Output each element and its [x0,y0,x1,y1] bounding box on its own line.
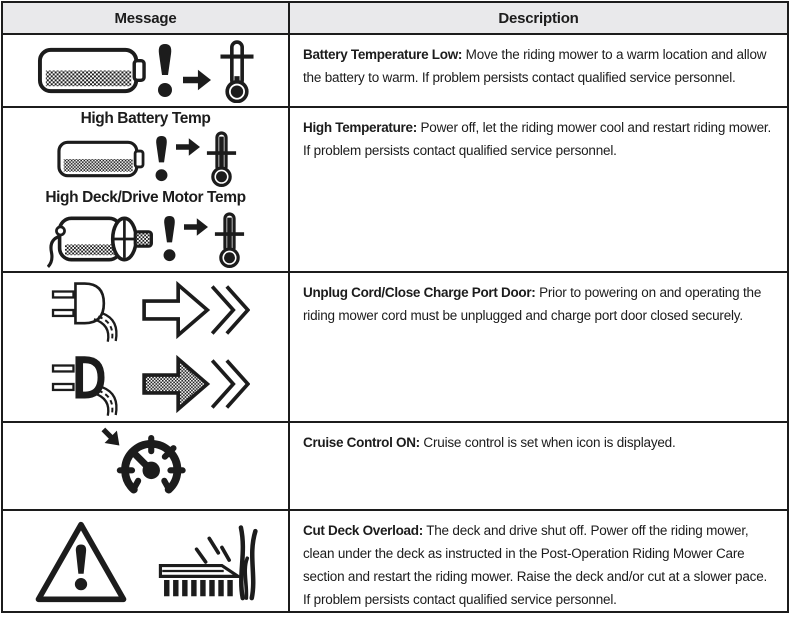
speedometer-cruise-icon [90,425,202,507]
battery-icon [55,136,147,182]
grass-cut-overload-icon [155,520,259,602]
column-header-description: Description [289,2,788,34]
arrow-right-icon [184,218,208,236]
thermometer-high-icon [214,211,245,268]
description-title: Unplug Cord/Close Charge Port Door: [303,285,536,300]
high-deck-drive-motor-temp-label: High Deck/Drive Motor Temp [45,189,246,206]
cruise-control-pictogram [5,425,286,507]
warning-triangle-icon [33,519,129,604]
thermometer-high-icon [206,130,237,187]
table-row-high-temperature [2,107,788,272]
high-temp-pictograms [5,110,286,269]
description-text [303,519,774,611]
table-row-battery-temp-low [2,34,788,107]
table-header-row [2,2,788,34]
thermometer-low-icon [219,39,255,103]
cut-deck-overload-pictogram [5,519,286,604]
table-row-cut-deck-overload [2,510,788,612]
message-description-table [1,1,789,613]
message-cell [2,34,289,107]
description-body: Move the riding mower to a warm location and allow the battery to warm. If problem persists contact qualified service personnel. [303,47,767,85]
column-header-message: Message [2,2,289,34]
high-deck-drive-motor-temp-pictogram [47,209,245,269]
description-title: Battery Temperature Low: [303,47,463,62]
high-battery-temp-pictogram [55,130,237,187]
description-body: Cruise control is set when icon is displayed. [423,435,676,450]
description-cell [289,107,788,272]
description-text [303,281,774,327]
plug-arrow-filled-pictogram [42,351,250,417]
message-cell [2,422,289,510]
description-text [303,431,774,454]
plug-dark-icon [42,351,134,417]
arrow-outline-chevrons-icon [142,280,250,340]
arrow-right-icon [176,138,200,156]
table-row-unplug-cord [2,272,788,422]
table-row-cruise-control [2,422,788,510]
exclamation-icon [161,214,178,264]
description-body: Prior to powering on and operating the riding mower cord must be unplugged and charge port door closed securely. [303,285,762,323]
message-cell [2,510,289,612]
description-title: High Temperature: [303,120,417,135]
arrow-right-icon [183,69,211,91]
unplug-cord-pictograms [5,277,286,417]
message-cell [2,107,289,272]
description-cell [289,272,788,422]
description-body: The deck and drive shut off. Power off the riding mower, clean under the deck as instructed in the Post-Operation Riding Mower Care section and restart the riding mower. Raise the deck and/or cut at a slower pace. If problem persists contact qualified service personnel. [303,523,768,607]
arrow-gray-chevrons-icon [142,354,250,414]
description-title: Cruise Control ON: [303,435,420,450]
plug-icon [42,277,134,343]
exclamation-icon [153,134,170,184]
battery-temp-low-pictogram [5,39,286,103]
battery-icon [37,42,147,99]
description-text [303,43,774,89]
motor-icon [47,209,155,269]
plug-arrow-outline-pictogram [42,277,250,343]
description-text [303,116,774,162]
message-cell [2,272,289,422]
description-body: Power off, let the riding mower cool and restart riding mower. If problem persists contact qualified service personnel. [303,120,772,158]
high-battery-temp-label: High Battery Temp [80,110,211,127]
exclamation-icon [155,42,175,100]
description-cell [289,510,788,612]
description-title: Cut Deck Overload: [303,523,423,538]
description-cell [289,34,788,107]
description-cell [289,422,788,510]
